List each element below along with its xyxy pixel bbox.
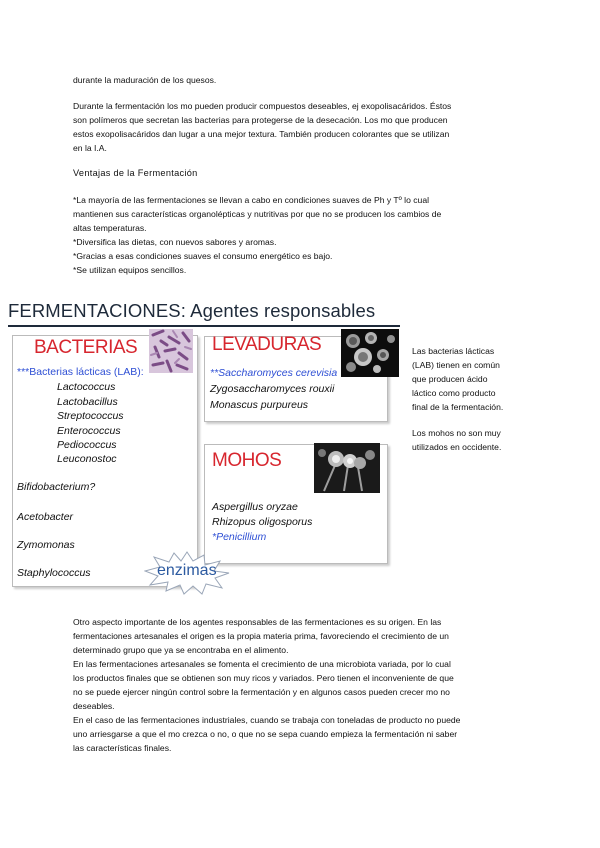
ventajas-list bbox=[73, 193, 533, 277]
text-line: durante la maduración de los quesos. bbox=[73, 75, 217, 85]
levaduras-title: LEVADURAS bbox=[212, 334, 322, 355]
enzimas-label: enzimas bbox=[157, 562, 217, 579]
mold-micrograph-image bbox=[314, 443, 380, 493]
lab-label: ***Bacterias lácticas (LAB): bbox=[17, 366, 144, 378]
lab-genus: Streptococcus bbox=[57, 410, 124, 422]
other-bacterium: Bifidobacterium? bbox=[17, 481, 96, 493]
text-line: las características finales. bbox=[73, 743, 172, 753]
origen-paragraph bbox=[73, 615, 533, 755]
bacteria-micrograph-image bbox=[149, 329, 193, 373]
mohos-title: MOHOS bbox=[212, 450, 282, 471]
text-line: utilizados en occidente. bbox=[412, 442, 502, 452]
text-line: *Diversifica las dietas, con nuevos sabores y aromas. bbox=[73, 237, 277, 247]
text-line: En las fermentaciones artesanales se fomenta el crecimiento de una microbiota variada, por lo cual bbox=[73, 659, 451, 669]
lab-genus: Leuconostoc bbox=[57, 453, 117, 465]
other-bacterium: Staphylococcus bbox=[17, 567, 91, 579]
lab-side-note bbox=[412, 344, 532, 414]
bacterias-title: BACTERIAS bbox=[34, 337, 138, 358]
text-line: Otro aspecto importante de los agentes responsables de las fermentaciones es su origen. En las bbox=[73, 617, 442, 627]
text-line: altas temperaturas. bbox=[73, 223, 147, 233]
yeast-micrograph-image bbox=[341, 329, 399, 377]
text-line: estos exopolisacáridos dan lugar a una mejor textura. También producen colorantes que se utilizan bbox=[73, 129, 450, 139]
moho-item: Rhizopus oligosporus bbox=[212, 516, 313, 528]
text-line: (LAB) tienen en común bbox=[412, 360, 500, 370]
enzimas-starburst bbox=[144, 551, 230, 595]
other-bacterium: Zymomonas bbox=[17, 539, 75, 551]
text-line: *Gracias a esas condiciones suaves el consumo energético es bajo. bbox=[73, 251, 333, 261]
lab-genus: Pediococcus bbox=[57, 439, 117, 451]
intro-paragraph bbox=[73, 73, 533, 87]
text-line: no se puede ejercer ningún control sobre la fermentación y en algunos casos pueden crecer mo no bbox=[73, 687, 450, 697]
text-line: determinado grupo que ya se encontraba en el alimento. bbox=[73, 645, 289, 655]
text-line: Los mohos no son muy bbox=[412, 428, 501, 438]
text-line: los productos finales que se obtienen son muy ricos y variados. Pero tienen el inconveniente de que bbox=[73, 673, 454, 683]
moho-item: *Penicillium bbox=[212, 531, 267, 543]
lab-genus: Lactococcus bbox=[57, 381, 116, 393]
text-line: En el caso de las fermentaciones industriales, cuando se trabaja con toneladas de producto no puede bbox=[73, 715, 461, 725]
text-line: uno arriesgarse a que el mo crezca o no, o que no se sepa cuando empieza la fermentación ni saber bbox=[73, 729, 458, 739]
text-line: láctico como producto bbox=[412, 388, 496, 398]
text-line: en la I.A. bbox=[73, 143, 107, 153]
text-line: son polímeros que secretan las bacterias para protegerse de la desecación. Los mo que producen bbox=[73, 115, 448, 125]
mohos-side-note bbox=[412, 426, 532, 454]
lab-genus: Enterococcus bbox=[57, 425, 121, 437]
lab-genus: Lactobacillus bbox=[57, 396, 118, 408]
ventajas-heading: Ventajas de la Fermentación bbox=[73, 168, 198, 178]
text-line: Durante la fermentación los mo pueden producir compuestos deseables, ej exopolisacáridos. Éstos bbox=[73, 101, 452, 111]
exopolysaccharide-paragraph bbox=[73, 99, 533, 155]
text-line: que producen ácido bbox=[412, 374, 488, 384]
levadura-item: **Saccharomyces cerevisia bbox=[210, 367, 338, 379]
text-line: *Se utilizan equipos sencillos. bbox=[73, 265, 187, 275]
other-bacterium: Acetobacter bbox=[17, 511, 74, 523]
text-line: fermentaciones artesanales el origen es la propia materia prima, favoreciendo el crecimiento de un bbox=[73, 631, 449, 641]
levadura-item: Monascus purpureus bbox=[210, 399, 309, 411]
text-line: mantienen sus características organolépticas y nutritivas por que no se producen los cambios de bbox=[73, 209, 442, 219]
text-line: Las bacterias lácticas bbox=[412, 346, 495, 356]
text-line: *La mayoría de las fermentaciones se llevan a cabo en condiciones suaves de Ph y Tº lo cual bbox=[73, 195, 430, 205]
figure-title: FERMENTACIONES: Agentes responsables bbox=[8, 300, 376, 321]
levadura-item: Zygosaccharomyces rouxii bbox=[210, 383, 335, 395]
text-line: deseables. bbox=[73, 701, 115, 711]
figure-title-rule bbox=[8, 325, 400, 327]
moho-item: Aspergillus oryzae bbox=[212, 501, 298, 513]
text-line: final de la fermentación. bbox=[412, 402, 504, 412]
